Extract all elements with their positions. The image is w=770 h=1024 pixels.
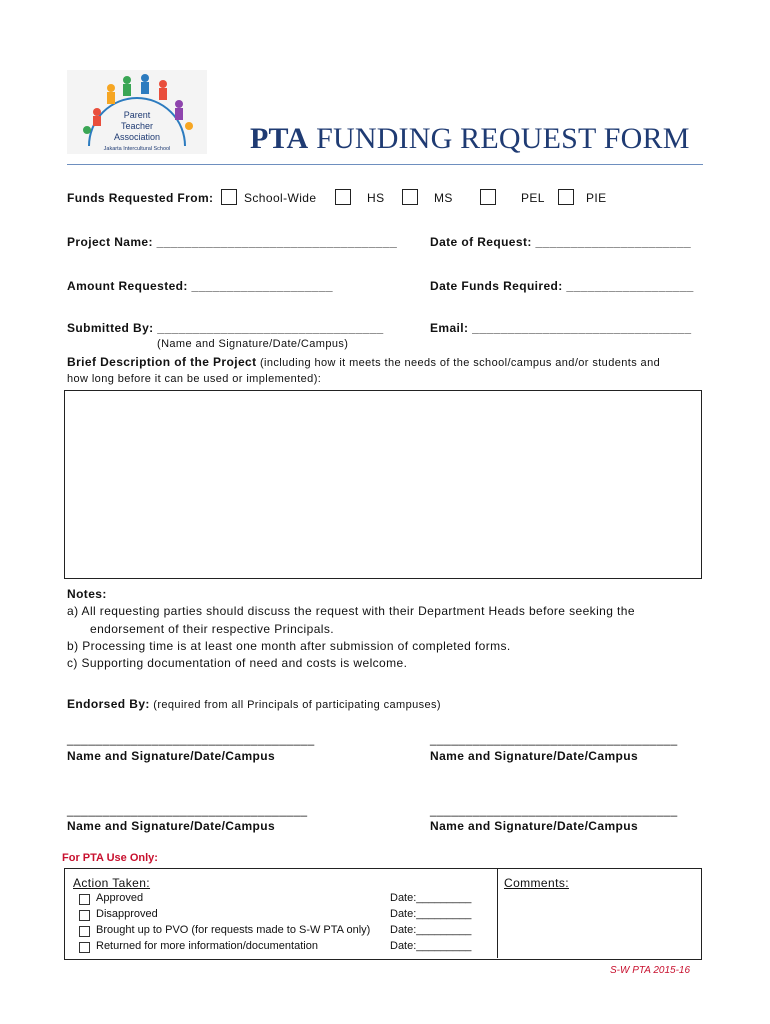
- amount-requested-field[interactable]: Amount Requested: ____________________: [67, 279, 334, 293]
- submitted-by-hint: (Name and Signature/Date/Campus): [157, 338, 349, 350]
- checkbox-pel[interactable]: [480, 189, 496, 205]
- pta-use-heading: For PTA Use Only:: [62, 852, 158, 864]
- date-approved[interactable]: Date:_________: [390, 892, 472, 904]
- note-a-continued: endorsement of their respective Principals.: [90, 622, 334, 636]
- endorse-caption-2: Name and Signature/Date/Campus: [430, 749, 639, 763]
- description-label-line2: how long before it can be used or implemented):: [67, 373, 322, 385]
- action-taken-label: Action Taken:: [73, 876, 151, 890]
- endorsed-label: Endorsed By: (required from all Principals of participating campuses): [67, 697, 442, 711]
- comments-label: Comments:: [504, 876, 569, 890]
- title-rest: FUNDING REQUEST FORM: [308, 122, 690, 155]
- endorse-caption-1: Name and Signature/Date/Campus: [67, 749, 276, 763]
- checkbox-pie[interactable]: [558, 189, 574, 205]
- checkbox-ms[interactable]: [402, 189, 418, 205]
- pta-logo: [67, 70, 207, 154]
- date-of-request-field[interactable]: Date of Request: ______________________: [430, 235, 692, 249]
- page-title: [250, 122, 690, 156]
- checkbox-school-wide[interactable]: [221, 189, 237, 205]
- note-a: a) All requesting parties should discuss the request with their Department Heads before seeking the: [67, 604, 635, 618]
- date-disapproved[interactable]: Date:_________: [390, 908, 472, 920]
- option-ms: MS: [434, 191, 453, 205]
- email-field[interactable]: Email: _______________________________: [430, 321, 692, 335]
- date-brought-up-pvo[interactable]: Date:_________: [390, 924, 472, 936]
- endorse-caption-3: Name and Signature/Date/Campus: [67, 819, 276, 833]
- endorse-line-4[interactable]: ___________________________________: [430, 803, 678, 817]
- option-school-wide: School-Wide: [244, 191, 317, 205]
- endorse-line-3[interactable]: __________________________________: [67, 803, 308, 817]
- checkbox-returned[interactable]: [79, 942, 90, 953]
- funds-label: Funds Requested From:: [67, 191, 214, 205]
- endorse-line-1[interactable]: ___________________________________: [67, 732, 315, 746]
- date-funds-required-field[interactable]: Date Funds Required: __________________: [430, 279, 694, 293]
- option-pie: PIE: [586, 191, 607, 205]
- description-textarea[interactable]: [64, 390, 702, 579]
- note-c: c) Supporting documentation of need and costs is welcome.: [67, 656, 408, 670]
- project-name-field[interactable]: Project Name: __________________________________: [67, 235, 398, 249]
- checkbox-approved[interactable]: [79, 894, 90, 905]
- logo-line-4: Jakarta Intercultural School: [103, 146, 171, 152]
- submitted-by-field[interactable]: Submitted By: ________________________________: [67, 321, 384, 335]
- option-pel: PEL: [521, 191, 545, 205]
- logo-line-1: Parent: [123, 110, 151, 120]
- note-b: b) Processing time is at least one month after submission of completed forms.: [67, 639, 511, 653]
- date-returned[interactable]: Date:_________: [390, 940, 472, 952]
- title-bold: PTA: [250, 122, 309, 155]
- action-brought-up-pvo: Brought up to PVO (for requests made to S-W PTA only): [96, 924, 371, 936]
- logo-line-3: Association: [113, 132, 161, 142]
- action-approved: Approved: [96, 892, 144, 904]
- description-label: Brief Description of the Project (including how it meets the needs of the school/campus and/or students and: [67, 355, 661, 369]
- footer-version: S-W PTA 2015-16: [610, 965, 691, 976]
- checkbox-brought-up-pvo[interactable]: [79, 926, 90, 937]
- logo-line-2: Teacher: [120, 121, 154, 131]
- action-disapproved: Disapproved: [96, 908, 158, 920]
- pta-use-divider: [497, 868, 498, 958]
- option-hs: HS: [367, 191, 385, 205]
- action-returned: Returned for more information/documentation: [96, 940, 318, 952]
- title-rule: [67, 164, 703, 165]
- checkbox-disapproved[interactable]: [79, 910, 90, 921]
- checkbox-hs[interactable]: [335, 189, 351, 205]
- endorse-line-2[interactable]: ___________________________________: [430, 732, 678, 746]
- endorse-caption-4: Name and Signature/Date/Campus: [430, 819, 639, 833]
- notes-heading: Notes:: [67, 587, 107, 601]
